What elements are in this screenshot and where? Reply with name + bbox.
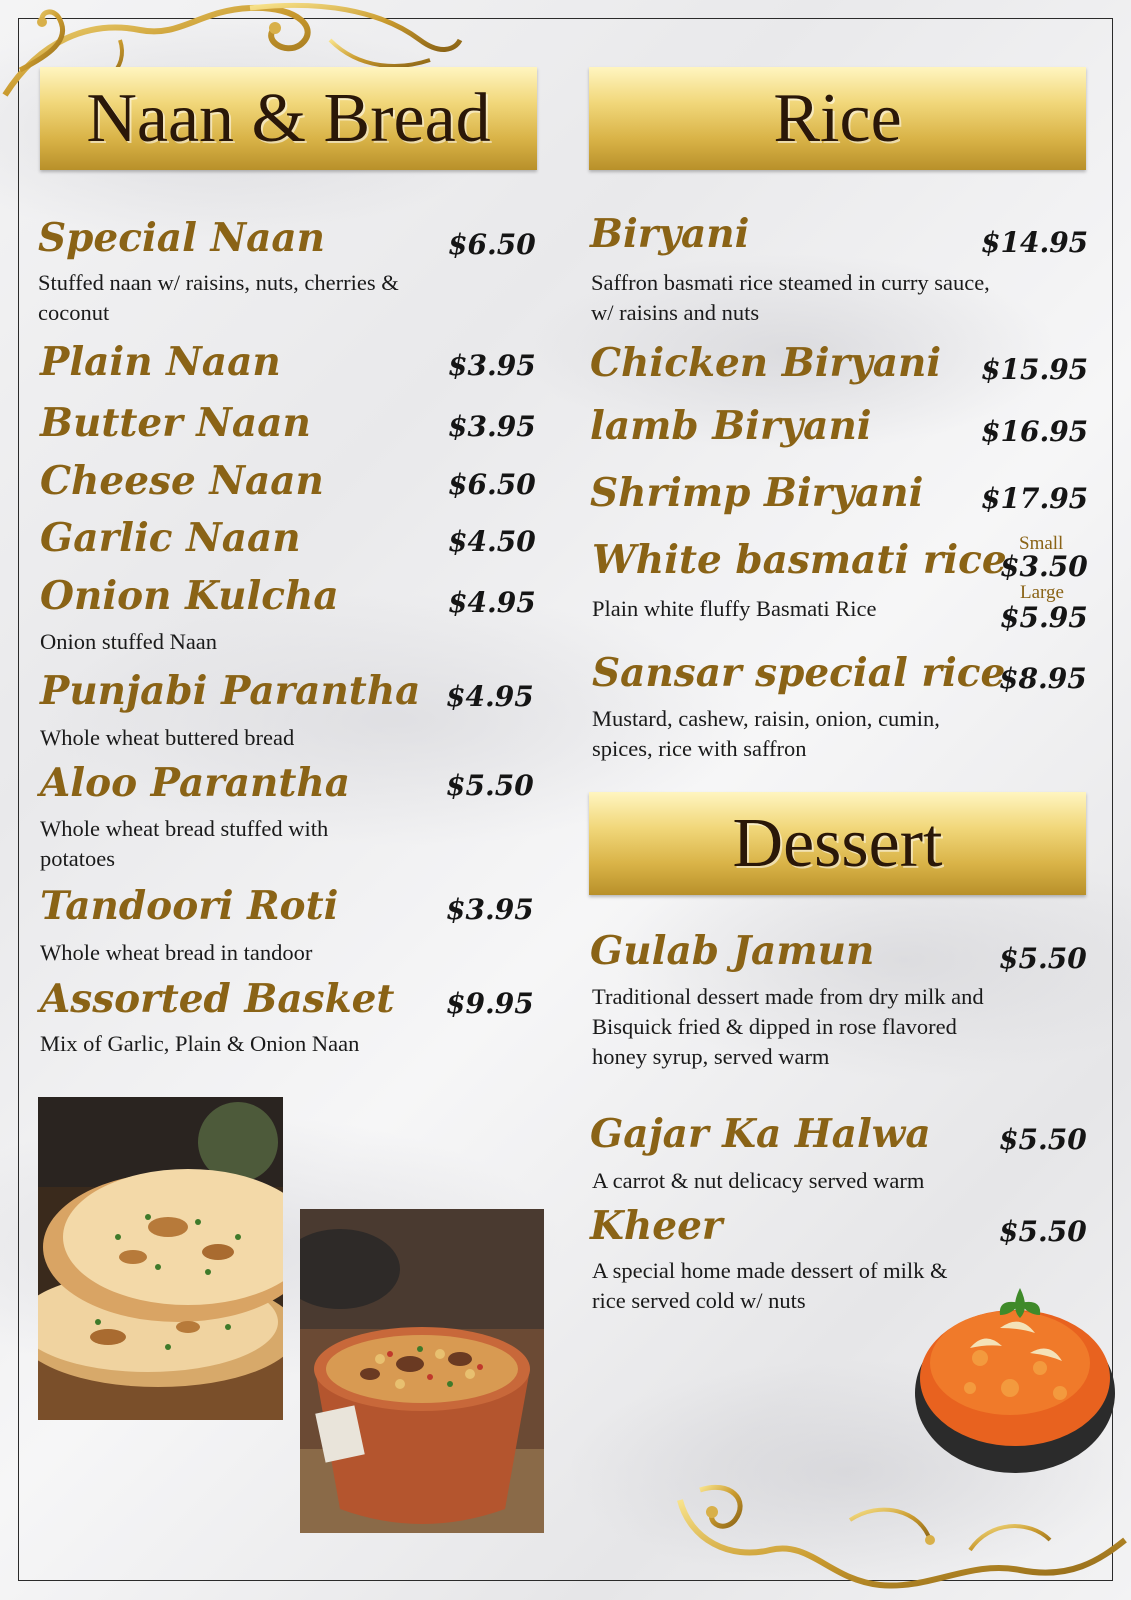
menu-item-price: $9.95 — [446, 987, 534, 1020]
menu-item-price: $5.50 — [999, 1123, 1087, 1156]
menu-item-price: $17.95 — [981, 482, 1089, 515]
menu-item-name: Sansar special rice — [592, 650, 1006, 696]
menu-item-name: lamb Biryani — [590, 403, 872, 449]
menu-item-desc: Mix of Garlic, Plain & Onion Naan — [40, 1031, 360, 1056]
menu-item-desc: Saffron basmati rice steamed in curry sauce, w/ raisins and nuts — [591, 270, 990, 325]
menu-item-price: $6.50 — [448, 228, 536, 261]
menu-item-desc: A carrot & nut delicacy served warm — [592, 1168, 925, 1193]
menu-item-desc: Stuffed naan w/ raisins, nuts, cherries & coconut — [38, 270, 399, 325]
menu-item-price: $6.50 — [448, 468, 536, 501]
menu-item-name: Gajar Ka Halwa — [590, 1111, 931, 1157]
menu-item-desc: Whole wheat bread stuffed with potatoes — [40, 816, 329, 871]
biryani-photo — [300, 1209, 544, 1533]
size-label-small: Small — [1019, 533, 1064, 554]
menu-item-desc: Onion stuffed Naan — [40, 629, 218, 654]
menu-item-name: Tandoori Roti — [40, 883, 339, 929]
menu-item-name: Kheer — [590, 1203, 723, 1249]
rice-banner — [589, 67, 1086, 170]
menu-item-price: $3.95 — [448, 349, 536, 382]
menu-item-desc: Traditional dessert made from dry milk and Bisquick fried & dipped in rose flavored honey syrup, served warm — [592, 984, 984, 1069]
menu-item-name: Aloo Parantha — [40, 760, 351, 806]
menu-item-price: $5.50 — [446, 769, 534, 802]
dessert-banner — [589, 792, 1086, 895]
menu-item-desc: Mustard, cashew, raisin, onion, cumin, spices, rice with saffron — [592, 706, 940, 761]
naan-illustration — [38, 1097, 283, 1420]
naan-bread-banner — [40, 67, 537, 170]
naan-photo — [38, 1097, 283, 1420]
size-label-large: Large — [1020, 582, 1064, 603]
menu-item-desc: Plain white fluffy Basmati Rice — [592, 596, 877, 621]
menu-item-desc: Whole wheat bread in tandoor — [40, 940, 313, 965]
menu-item-price: $15.95 — [981, 353, 1089, 386]
menu-item-price: $5.50 — [999, 942, 1087, 975]
menu-item-name: Gulab Jamun — [590, 928, 875, 974]
menu-item-price: $4.95 — [448, 586, 536, 619]
menu-item-price: $3.95 — [446, 893, 534, 926]
menu-item-name: Shrimp Biryani — [590, 470, 924, 516]
menu-item-name: Garlic Naan — [40, 515, 301, 561]
halwa-photo — [910, 1268, 1120, 1478]
naan-bread-title: Naan & Bread — [86, 79, 491, 157]
menu-item-price: $3.95 — [448, 410, 536, 443]
menu-item-price-small: $3.50 — [1000, 550, 1088, 583]
menu-item-name: Assorted Basket — [40, 976, 395, 1022]
menu-item-name: Biryani — [590, 211, 750, 257]
menu-item-price-large: $5.95 — [1000, 601, 1088, 634]
menu-item-desc: A special home made dessert of milk & rice served cold w/ nuts — [592, 1258, 948, 1313]
menu-item-name: Special Naan — [38, 215, 326, 261]
menu-item-name: Chicken Biryani — [590, 340, 942, 386]
menu-item-name: Punjabi Parantha — [40, 668, 421, 714]
menu-item-name: Butter Naan — [40, 400, 311, 446]
menu-item-price: $4.95 — [446, 680, 534, 713]
menu-item-name: Plain Naan — [40, 339, 281, 385]
dessert-title: Dessert — [732, 804, 943, 882]
biryani-illustration — [300, 1209, 544, 1533]
halwa-illustration — [910, 1268, 1120, 1478]
gold-swirl-bottom-right — [670, 1480, 1131, 1600]
menu-item-price: $5.50 — [999, 1215, 1087, 1248]
menu-item-price: $8.95 — [999, 662, 1087, 695]
menu-item-name: Cheese Naan — [40, 458, 324, 504]
menu-item-price: $16.95 — [981, 415, 1089, 448]
menu-item-price: $14.95 — [981, 226, 1089, 259]
menu-item-price: $4.50 — [448, 525, 536, 558]
menu-item-name: White basmati rice — [592, 537, 1007, 583]
menu-item-desc: Whole wheat buttered bread — [40, 725, 295, 750]
rice-title: Rice — [773, 79, 902, 157]
menu-item-name: Onion Kulcha — [40, 573, 339, 619]
